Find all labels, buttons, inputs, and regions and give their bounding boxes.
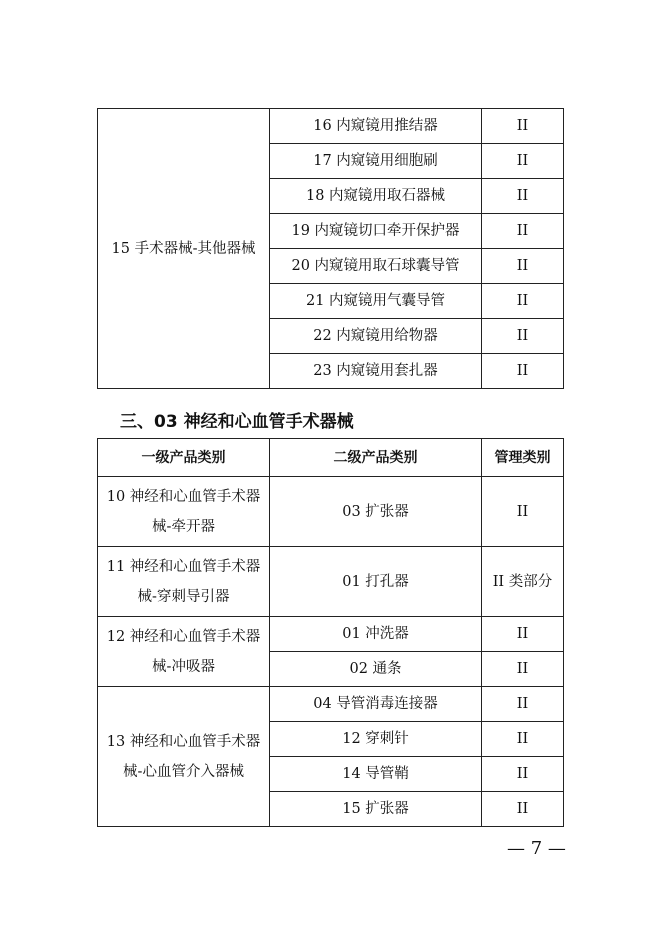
table-row — [98, 109, 564, 144]
secondary-category-cell: 19 内窥镜切口牵开保护器 — [270, 214, 482, 249]
management-class-cell: II — [482, 792, 564, 827]
secondary-category-cell: 22 内窥镜用给物器 — [270, 319, 482, 354]
header-secondary-category: 二级产品类别 — [270, 439, 482, 477]
management-class-cell: II — [482, 617, 564, 652]
management-class-cell: II — [482, 687, 564, 722]
secondary-category-cell: 14 导管鞘 — [270, 757, 482, 792]
category-line: 械-牵开器 — [152, 518, 215, 535]
table-row — [98, 477, 564, 547]
category-line: 13 神经和心血管手术器 — [106, 733, 261, 750]
neuro-cardiovascular-instruments-table — [97, 438, 564, 827]
management-class-cell: II — [482, 319, 564, 354]
category-line: 10 神经和心血管手术器 — [106, 488, 261, 505]
secondary-category-cell: 01 冲洗器 — [270, 617, 482, 652]
secondary-category-cell: 04 导管消毒连接器 — [270, 687, 482, 722]
secondary-category-cell: 15 扩张器 — [270, 792, 482, 827]
management-class-cell: II — [482, 477, 564, 547]
secondary-category-cell: 21 内窥镜用气囊导管 — [270, 284, 482, 319]
header-primary-category: 一级产品类别 — [98, 439, 270, 477]
management-class-cell: II 类部分 — [482, 547, 564, 617]
management-class-cell: II — [482, 214, 564, 249]
table-row — [98, 617, 564, 652]
management-class-cell: II — [482, 284, 564, 319]
category-line: 械-冲吸器 — [152, 658, 215, 675]
management-class-cell: II — [482, 757, 564, 792]
header-management-class: 管理类别 — [482, 439, 564, 477]
secondary-category-cell: 12 穿刺针 — [270, 722, 482, 757]
table-row — [98, 687, 564, 722]
primary-category-cell — [98, 547, 270, 617]
primary-category-cell — [98, 477, 270, 547]
management-class-cell: II — [482, 354, 564, 389]
secondary-category-cell: 16 内窥镜用推结器 — [270, 109, 482, 144]
category-line: 12 神经和心血管手术器 — [106, 628, 261, 645]
primary-category-cell: 15 手术器械-其他器械 — [98, 109, 270, 389]
table-row — [98, 547, 564, 617]
secondary-category-cell: 23 内窥镜用套扎器 — [270, 354, 482, 389]
section-heading: 三、03 神经和心血管手术器械 — [120, 412, 354, 432]
primary-category-cell — [98, 687, 270, 827]
page-number: — 7 — — [507, 838, 566, 859]
table-header-row — [98, 439, 564, 477]
secondary-category-cell: 17 内窥镜用细胞刷 — [270, 144, 482, 179]
management-class-cell: II — [482, 144, 564, 179]
management-class-cell: II — [482, 249, 564, 284]
category-line: 械-心血管介入器械 — [123, 763, 244, 780]
management-class-cell: II — [482, 652, 564, 687]
secondary-category-cell: 20 内窥镜用取石球囊导管 — [270, 249, 482, 284]
management-class-cell: II — [482, 722, 564, 757]
continued-category-table — [97, 108, 564, 389]
category-line: 械-穿刺导引器 — [137, 588, 230, 605]
secondary-category-cell: 02 通条 — [270, 652, 482, 687]
secondary-category-cell: 01 打孔器 — [270, 547, 482, 617]
management-class-cell: II — [482, 109, 564, 144]
category-line: 11 神经和心血管手术器 — [106, 558, 261, 575]
secondary-category-cell: 18 内窥镜用取石器械 — [270, 179, 482, 214]
management-class-cell: II — [482, 179, 564, 214]
primary-category-cell — [98, 617, 270, 687]
secondary-category-cell: 03 扩张器 — [270, 477, 482, 547]
